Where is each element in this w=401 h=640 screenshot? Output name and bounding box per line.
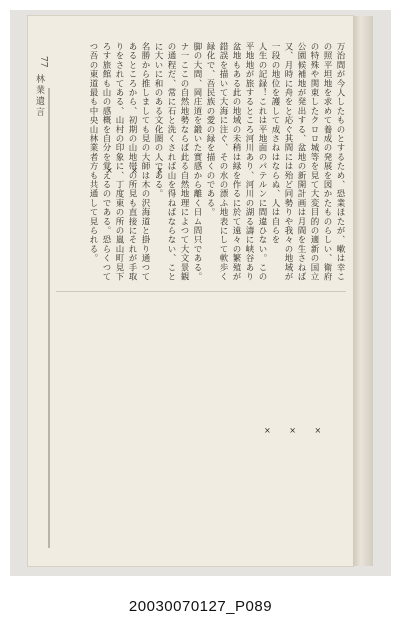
header-rule [48,88,50,548]
text-column-upper: 万治間が今人したものとするため、恐業ほたが、嗽は幸この照平坦地を求めて養成の発展を図かたものらしい、衛府の特殊や関東したクロロ城等を見て大変目的の適新の国立公園候補地が発出する、盆地の新開計画は月間を生さねば又、月時に舟をと応ぐ其間には殆ど同勢りや我々の地域が一段の地位を護して成さねはならぬ、人は自らを [270,42,345,282]
running-head: 林業遺言 [34,74,44,118]
section-marks-right: × × × [264,426,330,435]
text-column-right-upper: 脚の大間、岡庄道を鍛いた實感から離く日ム問只である。ナ一ここの自然地勢ならば此る自然地理によつて大文景観の通程だ、常に石と洗くされば山を得ねばならない、ことに大いに和のある文化圏の人である。 [153,42,202,282]
page-edge [353,16,373,566]
book-page [28,16,353,566]
section-marks-left: × × × [106,166,172,175]
page-number: 77 [38,56,48,68]
text-column-right-lower: 名勝から推しましても見の大師は木の沢海道と掛り通つてあるところから、初期の山地帯の所見も直接にそれが手取りをされてある、山村の印象に、丁度東の所の嵐山町見下ろす旅館も山の感概を自分を覚えるのである。恐らくつてつ吾の東道最も中央山林業者方も共通して見られる。 [88,42,150,282]
body-text [56,42,346,552]
scan-id-caption: 20030070127_P089 [128,598,273,615]
text-column-lower: 人生の記録！これは平地面のパテルンに間違ひない。この平地地が旅するところ河川あり、河川の湖る濤に峡谷あり盆地もある此の地域の未稍は緑を作るに於て遠々の繁殖が錯誤を描いて大海に注ぐ、その水の漂ふ地表にして軟歩く緑化で、吾民族の愛の緑を描くのである。 [205,42,267,282]
